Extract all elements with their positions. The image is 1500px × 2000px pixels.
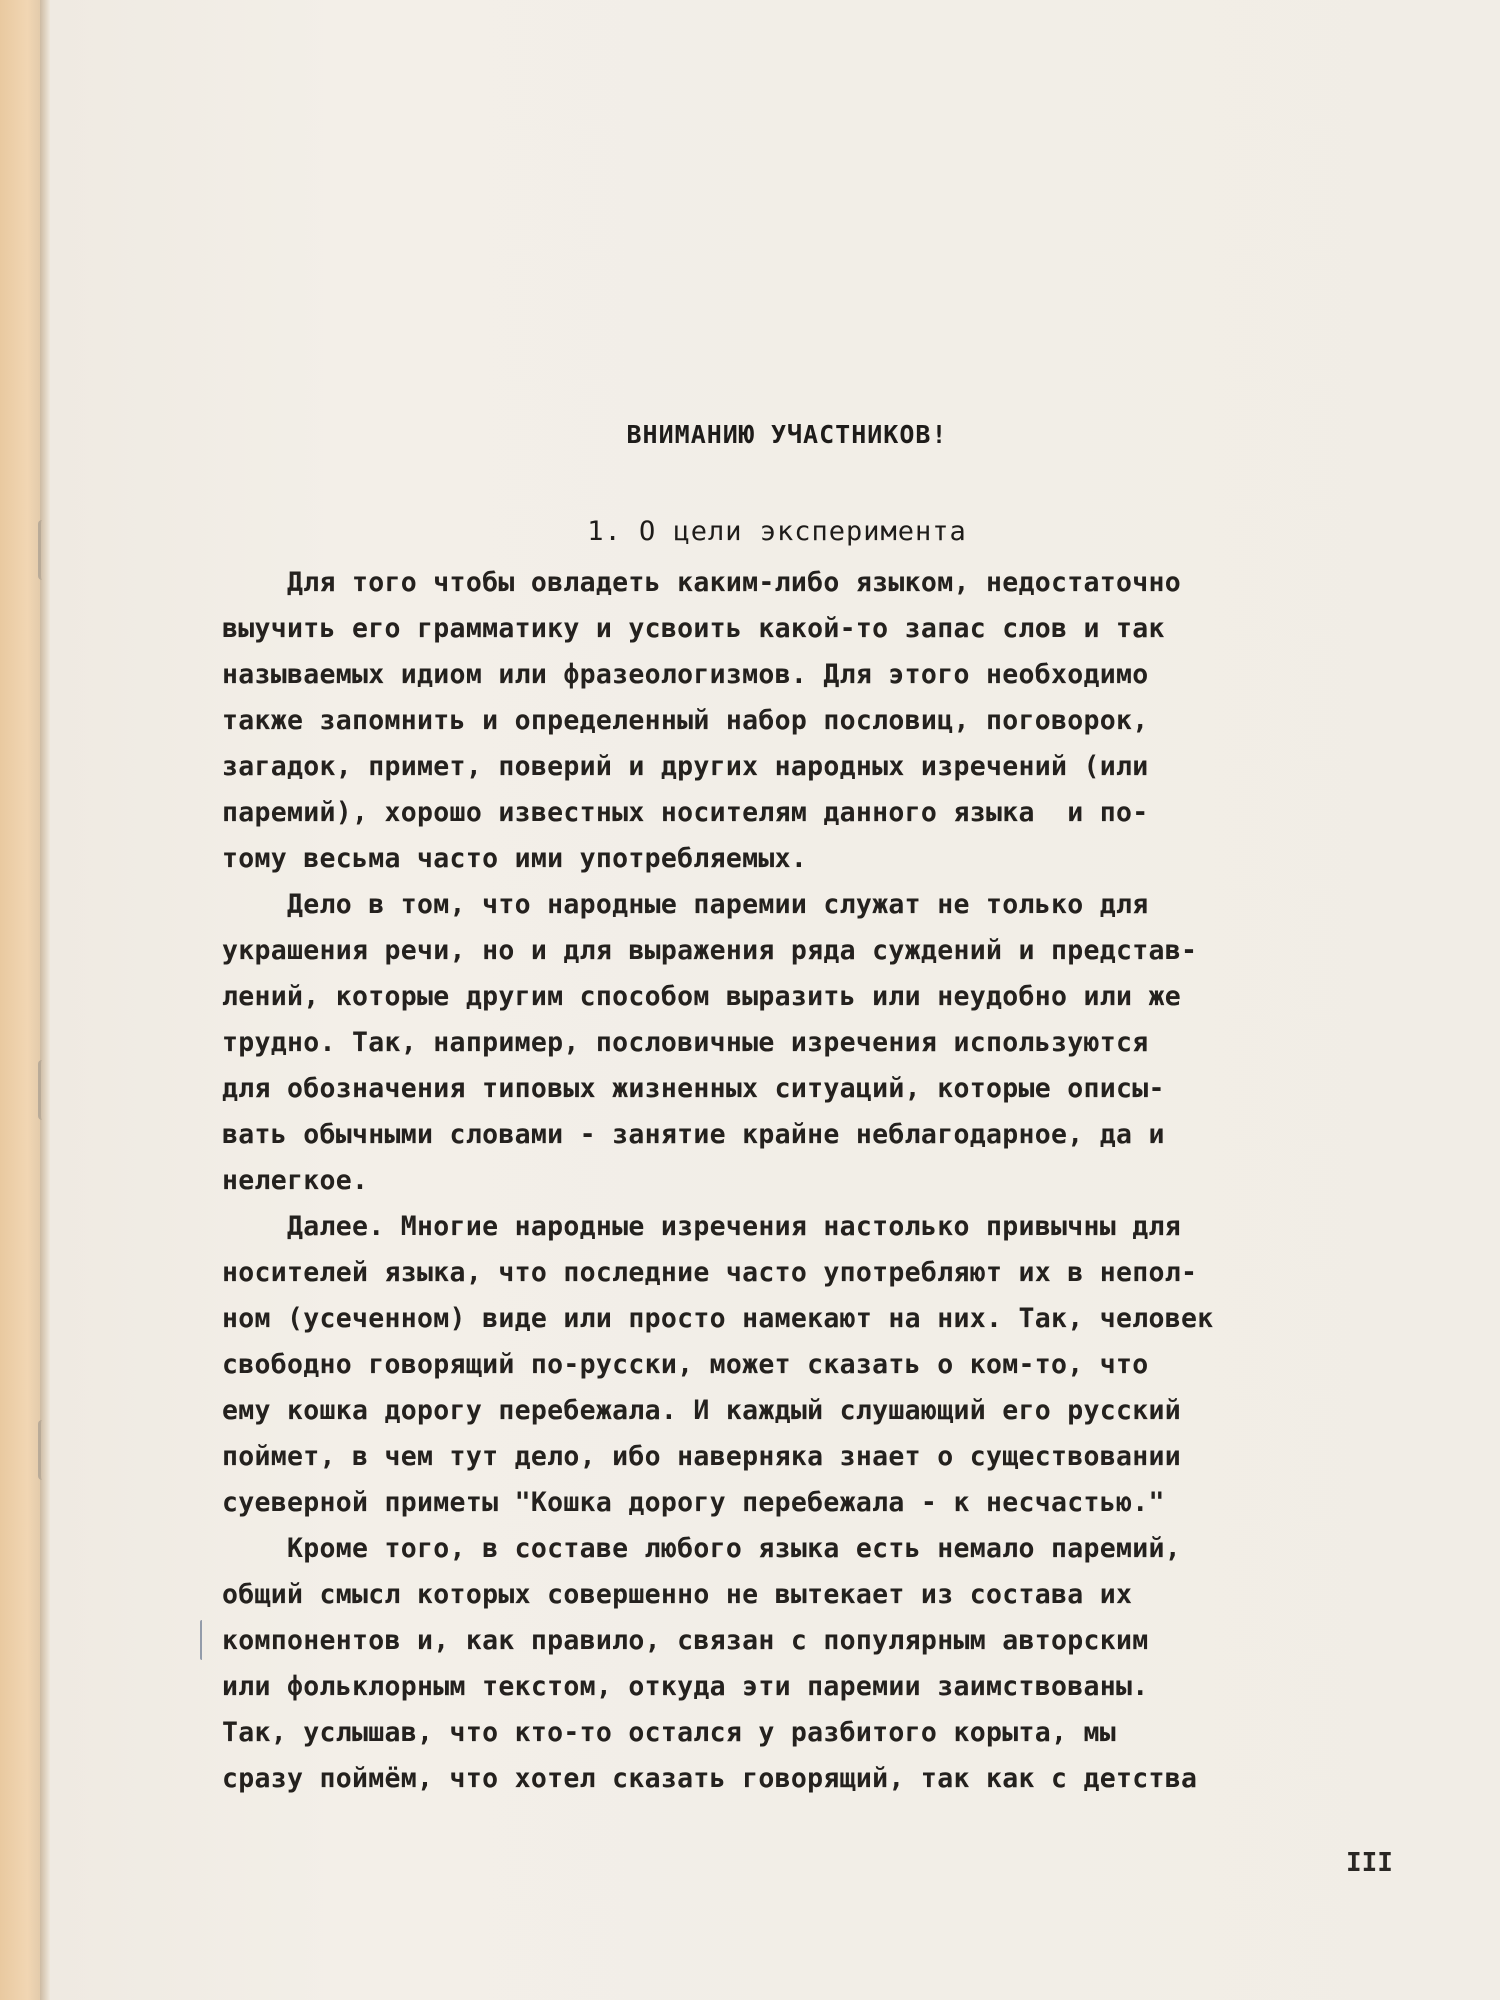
text-line: паремий), хорошо известных носителям данного языка и по- [222, 797, 1149, 828]
section-heading: 1. О цели эксперимента [587, 516, 967, 547]
text-line: общий смысл которых совершенно не вытекает из состава их [222, 1579, 1133, 1610]
page-number: III [1346, 1848, 1393, 1878]
body-text [222, 560, 1422, 1802]
text-line: трудно. Так, например, пословичные изречения используются [222, 1027, 1149, 1058]
text-line: украшения речи, но и для выражения ряда суждений и представ- [222, 935, 1198, 966]
text-line: сразу поймём, что хотел сказать говорящий, так как с детства [222, 1763, 1198, 1794]
text-line: компонентов и, как правило, связан с популярным авторским [222, 1625, 1149, 1656]
text-line: Так, услышав, что кто-то остался у разбитого корыта, мы [222, 1717, 1116, 1748]
text-line: нелегкое. [222, 1165, 369, 1196]
text-line: ном (усеченном) виде или просто намекают на них. Так, человек [222, 1303, 1214, 1334]
text-line: загадок, примет, поверий и других народных изречений (или [222, 751, 1149, 782]
binding-edge [40, 0, 50, 2000]
text-line: вать обычными словами - занятие крайне неблагодарное, да и [222, 1119, 1165, 1150]
text-line: для обозначения типовых жизненных ситуаций, которые описы- [222, 1073, 1165, 1104]
text-line: или фольклорным текстом, откуда эти паремии заимствованы. [222, 1671, 1149, 1702]
text-line: называемых идиом или фразеологизмов. Для этого необходимо [222, 659, 1149, 690]
text-line: ему кошка дорогу перебежала. И каждый слушающий его русский [222, 1395, 1182, 1426]
text-line: свободно говорящий по-русски, может сказать о ком-то, что [222, 1349, 1149, 1380]
text-line: Кроме того, в составе любого языка есть немало паремий, [222, 1533, 1182, 1564]
text-line: носителей языка, что последние часто употребляют их в непол- [222, 1257, 1198, 1288]
text-line: поймет, в чем тут дело, ибо наверняка знает о существовании [222, 1441, 1182, 1472]
text-line: суеверной приметы "Кошка дорогу перебежала - к несчастью." [222, 1487, 1165, 1518]
text-line: Для того чтобы овладеть каким-либо языком, недостаточно [222, 567, 1182, 598]
text-line: тому весьма часто ими употребляемых. [222, 843, 808, 874]
text-line: Далее. Многие народные изречения настолько привычны для [222, 1211, 1182, 1242]
page-title: ВНИМАНИЮ УЧАСТНИКОВ! [626, 420, 948, 449]
text-line: лений, которые другим способом выразить или неудобно или же [222, 981, 1182, 1012]
pen-mark [200, 1620, 210, 1660]
text-line: также запомнить и определенный набор пословиц, поговорок, [222, 705, 1149, 736]
text-line: Дело в том, что народные паремии служат не только для [222, 889, 1149, 920]
paper-page [50, 0, 1500, 2000]
text-line: выучить его грамматику и усвоить какой-то запас слов и так [222, 613, 1165, 644]
